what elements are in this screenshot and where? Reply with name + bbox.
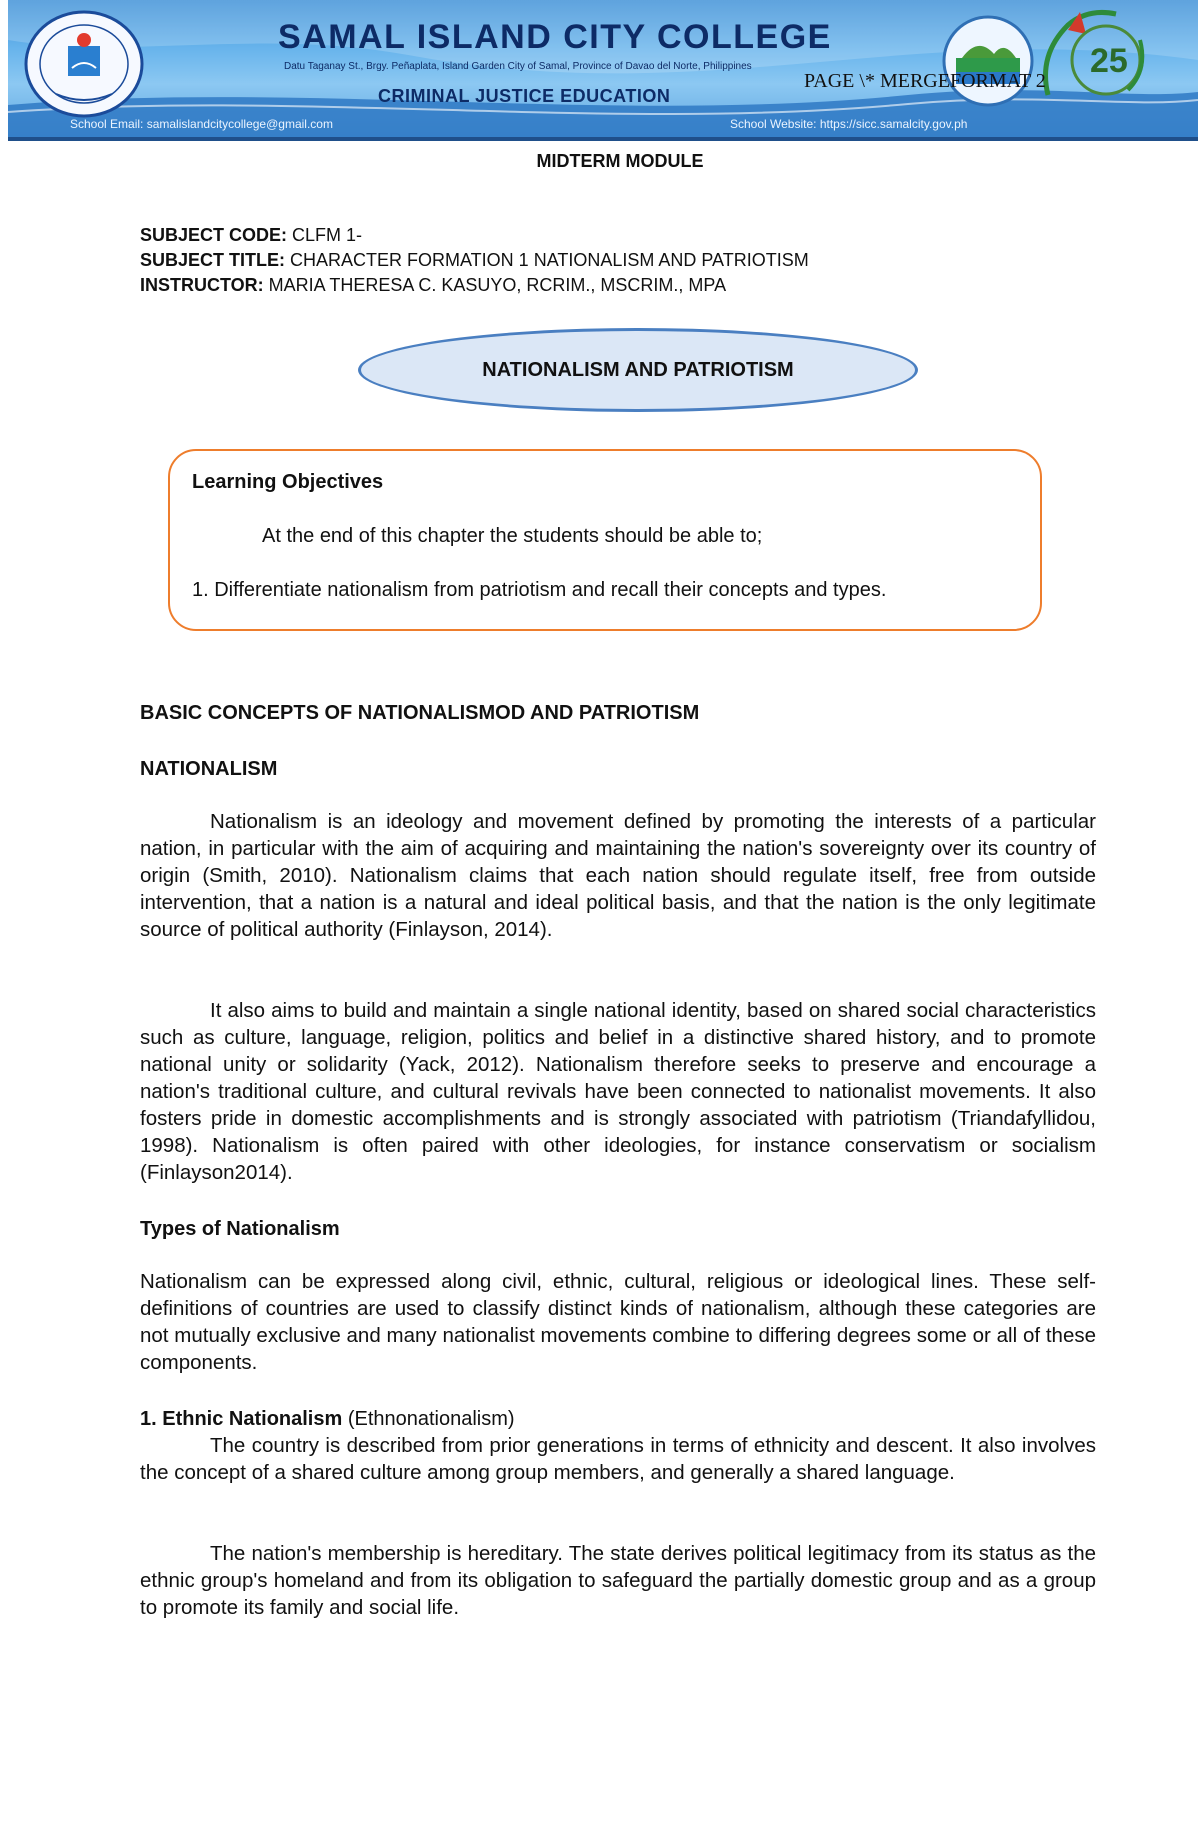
svg-text:25: 25	[1090, 42, 1128, 80]
objective-item: 1. Differentiate nationalism from patriotism and recall their concepts and types.	[192, 579, 887, 601]
nationalism-heading: NATIONALISM	[140, 758, 278, 780]
subject-code-line	[140, 225, 362, 246]
subject-title-line	[140, 250, 809, 271]
subject-title-label: SUBJECT TITLE:	[140, 250, 286, 270]
types-heading: Types of Nationalism	[140, 1218, 340, 1240]
anniversary-logo-icon	[1028, 0, 1158, 118]
learning-objectives-box	[168, 449, 1042, 631]
paragraph-ethnic-description: The country is described from prior generations in terms of ethnicity and descent. It also involves the concept of a shared culture among group members, and generally a shared language.	[140, 1434, 1096, 1484]
topic-title: NATIONALISM AND PATRIOTISM	[482, 358, 794, 381]
section-heading: BASIC CONCEPTS OF NATIONALISMOD AND PATRIOTISM	[140, 702, 700, 724]
ethnic-subtitle: (Ethnonationalism)	[342, 1408, 515, 1430]
subject-code-label: SUBJECT CODE:	[140, 225, 288, 245]
banner-bottom-rule	[8, 137, 1198, 141]
school-website: School Website: https://sicc.samalcity.gov.ph	[730, 117, 968, 131]
school-email: School Email: samalislandcitycollege@gmail.com	[70, 117, 333, 131]
objectives-heading: Learning Objectives	[192, 471, 384, 493]
college-name: SAMAL ISLAND CITY COLLEGE	[278, 18, 832, 56]
topic-ellipse	[358, 328, 918, 412]
document-title: MIDTERM MODULE	[536, 151, 704, 171]
paragraph-types-intro: Nationalism can be expressed along civil, ethnic, cultural, religious or ideological lines. These self- definitions of countries are used to classify distinct kinds of nationalism, although these categories are not mutually exclusive and many nationalist movements combine to differing degrees some or all of these components.	[140, 1270, 1096, 1374]
page-number-field: PAGE \* MERGEFORMAT 2	[804, 70, 1046, 92]
instructor-value: MARIA THERESA C. KASUYO, RCRIM., MSCRIM., MPA	[263, 275, 727, 295]
header-banner	[8, 0, 1198, 140]
paragraph-nationalism-definition: Nationalism is an ideology and movement defined by promoting the interests of a particular nation, in particular with the aim of acquiring and maintaining the nation's sovereignty over its country of origin (Smith, 2010). Nationalism claims that each nation should regulate itself, free from outside intervention, that a nation is a natural and ideal political basis, and that the nation is the only legitimate source of political authority (Finlayson, 2014).	[140, 810, 1096, 941]
ethnic-heading-text: 1. Ethnic Nationalism	[140, 1408, 343, 1430]
objectives-intro: At the end of this chapter the students should be able to;	[262, 525, 763, 547]
instructor-label: INSTRUCTOR:	[140, 275, 264, 295]
instructor-line	[140, 275, 726, 296]
subject-code-value: CLFM 1-	[287, 225, 363, 245]
subject-title-value: CHARACTER FORMATION 1 NATIONALISM AND PATRIOTISM	[285, 250, 809, 270]
paragraph-national-identity: It also aims to build and maintain a single national identity, based on shared social characteristics such as culture, language, religion, politics and belief in a distinctive shared history, and to promote national unity or solidarity (Yack, 2012). Nationalism therefore seeks to preserve and encourage a nation's traditional culture, and cultural revivals have been connected to nationalist movements. It also fosters pride in domestic accomplishments and is strongly associated with patriotism (Triandafyllidou, 1998). Nationalism is often paired with other ideologies, for instance conservatism or socialism (Finlayson2014).	[140, 999, 1096, 1184]
city-seal-icon	[938, 6, 1038, 116]
department-name: CRIMINAL JUSTICE EDUCATION	[378, 86, 671, 106]
college-seal-icon	[20, 6, 148, 122]
ethnic-nationalism-heading	[140, 1408, 515, 1431]
paragraph-ethnic-membership: The nation's membership is hereditary. The state derives political legitimacy from its status as the ethnic group's homeland and from its obligation to safeguard the partially domestic group and as a group to promote its family and social life.	[140, 1542, 1096, 1619]
college-address: Datu Taganay St., Brgy. Peñaplata, Island Garden City of Samal, Province of Davao del Norte, Philippines	[284, 61, 752, 72]
